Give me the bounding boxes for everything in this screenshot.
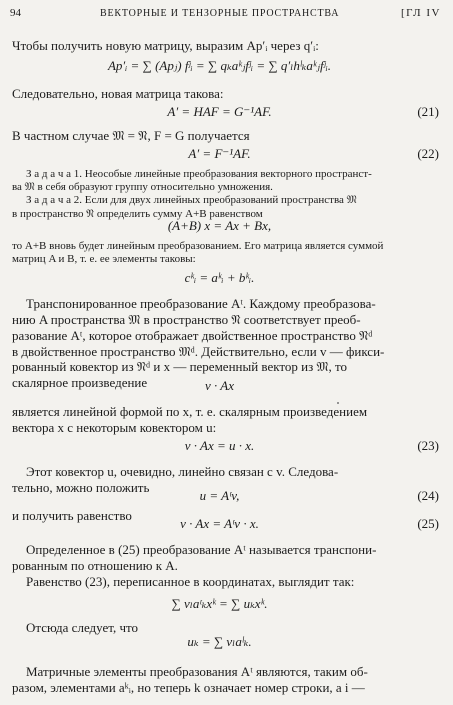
text-line: Транспонированное преобразование Aᵗ. Каждому преобразова- [26,296,376,311]
equation-number: (21) [417,104,439,119]
exercises [12,168,439,221]
equation-number: (23) [417,438,439,453]
page-number: 94 [10,7,21,19]
equation: Ap′ᵢ = ∑ (Apⱼ) fʲᵢ = ∑ qₖaᵏⱼfʲᵢ = ∑ q′ₗhˡₖaᵏⱼfʲᵢ. [107,58,332,73]
text-line: Матричные элементы преобразования Aᵗ являются, таким об- [26,664,368,679]
equation-24: u = Aᵗv, [199,488,240,503]
text-line: Отсюда следует, что [26,620,139,635]
paragraph-transpose [12,296,439,391]
text-line: то A+B вновь будет линейным преобразованием. Его матрица является суммой [12,240,384,252]
text-line: Равенство (23), переписанное в координатах, выглядит так: [26,574,355,589]
equation-vax: v · Ax [205,378,234,393]
text-line: рованный ковектор из 𝔑ᵈ и x — переменный вектор из 𝔐, то [12,359,347,375]
text-line: скалярное произведение [12,375,148,391]
equation-sum: (A+B) x = Ax + Bx, [167,218,272,233]
equation-number: (25) [417,516,439,531]
text-line: Чтобы получить новую матрицу, выразим Ap′ᵢ через q′ᵢ: [12,38,319,53]
equation-coordinates: ∑ vₗaᵗₖxᵏ = ∑ uₖxᵏ. [171,596,268,611]
chapter-marker: [ГЛ IV [400,7,441,19]
text-line: тельно, можно положить [12,480,150,495]
equation-number: (24) [417,488,439,503]
equation-21: A′ = HAF = G⁻¹AF. [167,104,272,119]
text-line: и получить равенство [12,508,132,523]
text-line: Этот ковектор u, очевидно, линейно связан с v. Следова- [26,464,339,479]
text-line: разом, элементами aᵏᵢ, но теперь k означает номер строки, а i — [12,679,365,695]
equation-23: v · Ax = u · x. [184,438,255,453]
text-line: нию A пространства 𝔐 в пространство 𝔑 соответствует преоб- [12,311,361,327]
text-line: является линейной формой по x, т. е. скалярным произведением [12,404,368,419]
text-line: Определенное в (25) преобразование Aᵗ называется транспони- [26,542,377,557]
exercise-1-line: З а д а ч а 1. Неособые линейные преобразования векторного пространст- [26,168,372,180]
text-line: разование Aᵗ, которое отображает двойственное пространство 𝔑ᵈ [12,327,373,343]
exercise-1-line: ва 𝔐 в себя образуют группу относительно умножения. [12,181,273,194]
text-line: матриц A и B, т. е. ее элементы таковы: [12,253,196,266]
equation-components: cᵏᵢ = aᵏᵢ + bᵏᵢ. [184,270,255,285]
paragraph-final [12,664,439,696]
text-line: рованным по отношению к A. [12,558,178,573]
exercise-2-line: З а д а ч а 2. Если для двух линейных преобразований пространства 𝔐 [26,194,357,207]
chapter-title: ВЕКТОРНЫЕ И ТЕНЗОРНЫЕ ПРОСТРАНСТВА [100,8,340,19]
text-line: в двойственное пространство 𝔐ᵈ. Действительно, если v — фикси- [12,343,385,359]
exercise-2-line: в пространство 𝔑 определить сумму A+B равенством [12,207,263,220]
exercise-continuation [12,240,439,266]
text-line: Следовательно, новая матрица такова: [12,86,224,101]
equation-22: A′ = F⁻¹AF. [188,146,251,161]
text-line: В частном случае 𝔐 = 𝔑, F = G получается [12,128,250,143]
equation-uk: uₖ = ∑ vₗaˡₖ. [187,634,252,649]
running-header [10,7,441,23]
equation-25: v · Ax = Aᵗv · x. [180,516,259,531]
equation-number: (22) [417,146,439,161]
text-line: вектора x с некоторым ковектором u: [12,420,217,435]
